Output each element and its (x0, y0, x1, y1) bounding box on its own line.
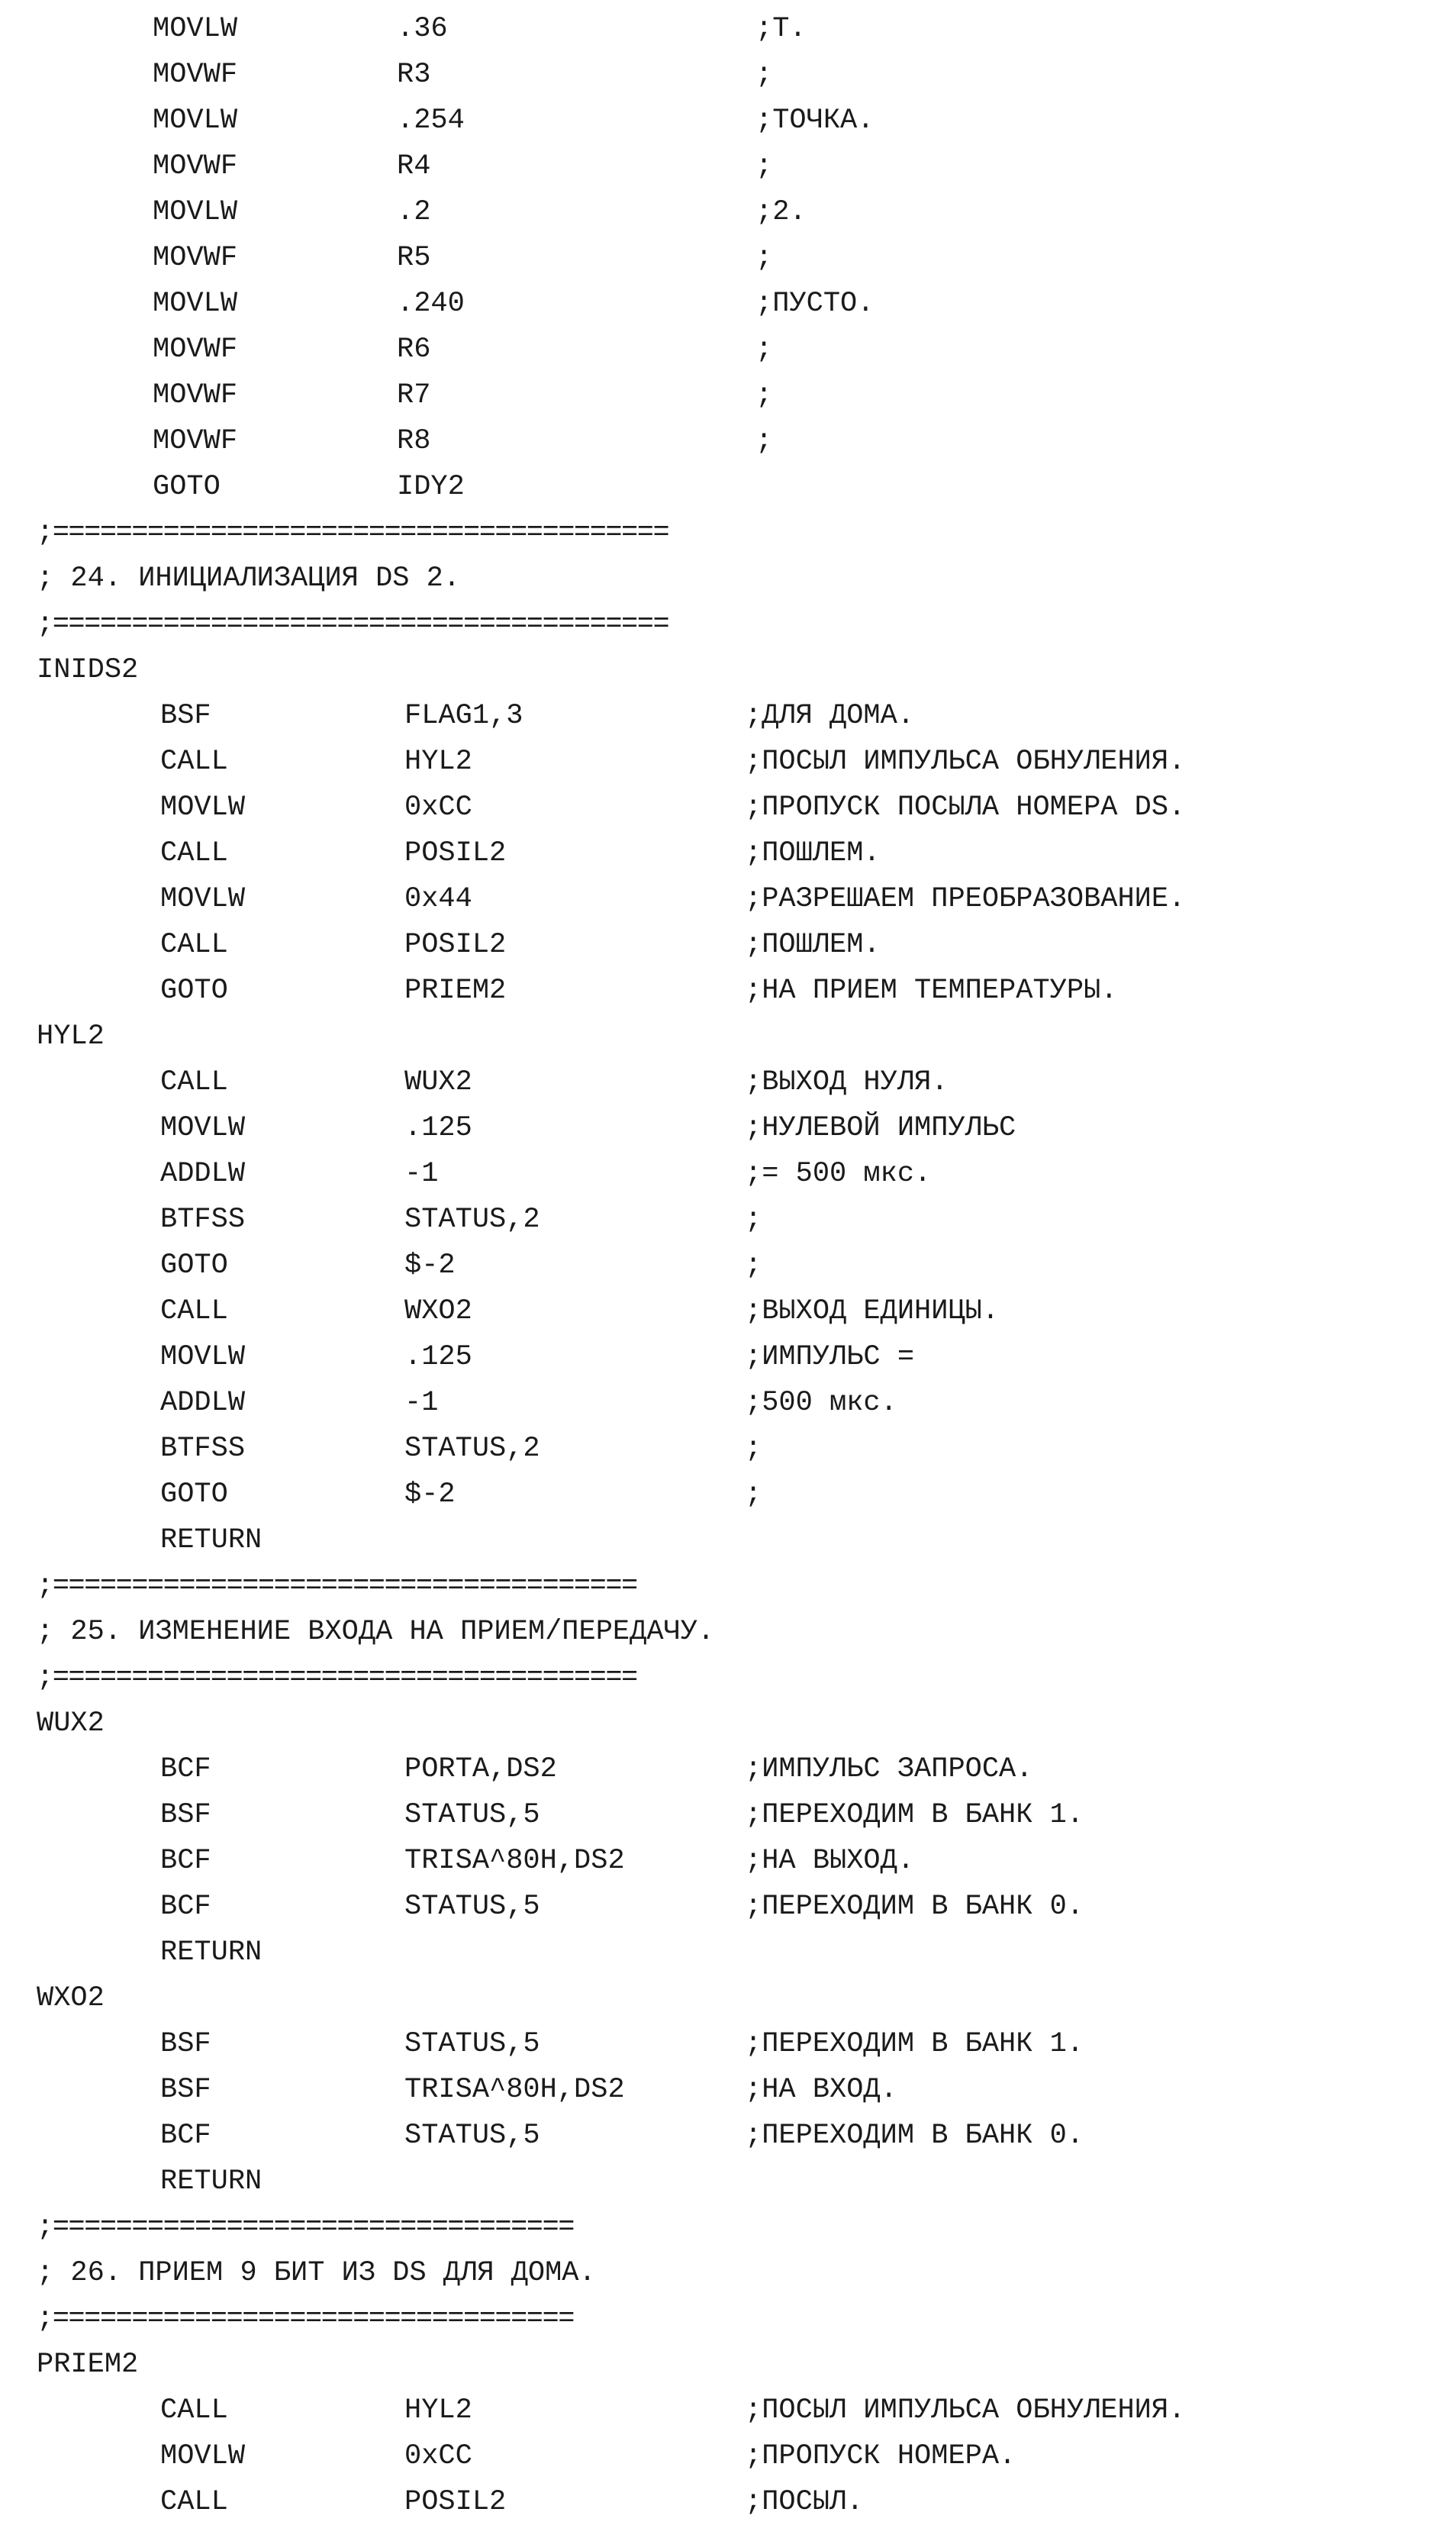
code-line (0, 418, 1456, 464)
instruction-mnemonic: BTFSS (160, 1204, 246, 1236)
instruction-operand: PORTA,DS2 (404, 1753, 557, 1785)
instruction-mnemonic: CALL (160, 746, 228, 778)
instruction-operand: -1 (404, 1387, 439, 1419)
instruction-mnemonic: MOVLW (153, 105, 238, 137)
code-comment: ;ПОСЫЛ. (745, 2486, 864, 2518)
instruction-operand: $-2 (404, 1250, 456, 1282)
instruction-mnemonic: MOVLW (160, 883, 246, 915)
instruction-operand: TRISA^80H,DS2 (404, 1845, 625, 1877)
code-line (0, 1792, 1456, 1838)
instruction-mnemonic: MOVWF (153, 425, 238, 457)
instruction-operand: POSIL2 (404, 837, 507, 869)
instruction-operand: TRISA^80H,DS2 (404, 2074, 625, 2106)
instruction-mnemonic: CALL (160, 929, 228, 961)
label-line (0, 2342, 1456, 2388)
instruction-mnemonic: MOVLW (153, 288, 238, 320)
instruction-mnemonic: MOVLW (153, 196, 238, 228)
section-separator-line (0, 2204, 1456, 2250)
instruction-operand: R3 (397, 59, 431, 91)
instruction-operand: 0xCC (404, 2440, 472, 2472)
instruction-mnemonic: MOVWF (153, 59, 238, 91)
section-title: ; 26. ПРИЕМ 9 БИТ ИЗ DS ДЛЯ ДОМА. (37, 2257, 596, 2289)
code-comment: ; (755, 242, 773, 274)
code-comment: ;ПЕРЕХОДИМ В БАНК 0. (745, 1891, 1084, 1923)
instruction-operand: $-2 (404, 1479, 456, 1511)
code-line (0, 98, 1456, 144)
instruction-mnemonic: MOVLW (160, 2440, 246, 2472)
code-line (0, 1334, 1456, 1380)
instruction-mnemonic: GOTO (160, 1479, 228, 1511)
instruction-operand: WUX2 (404, 1066, 472, 1098)
label-line (0, 1701, 1456, 1746)
instruction-operand: HYL2 (404, 746, 472, 778)
separator-rule: ;================================= (37, 2211, 574, 2243)
instruction-operand: FLAG1,3 (404, 700, 523, 732)
section-separator-line (0, 2296, 1456, 2342)
instruction-operand: STATUS,5 (404, 1799, 540, 1831)
code-line (0, 739, 1456, 785)
code-label: PRIEM2 (37, 2349, 139, 2381)
separator-rule: ;======================================= (37, 608, 669, 640)
instruction-mnemonic: BCF (160, 1753, 211, 1785)
instruction-operand: .254 (397, 105, 465, 137)
code-line (0, 52, 1456, 98)
code-line (0, 1838, 1456, 1884)
code-label: INIDS2 (37, 654, 139, 686)
code-line (0, 1746, 1456, 1792)
code-comment: ;ПЕРЕХОДИМ В БАНК 1. (745, 2028, 1084, 2060)
code-line (0, 1243, 1456, 1288)
instruction-operand: R5 (397, 242, 431, 274)
section-separator-line (0, 601, 1456, 647)
code-line (0, 2159, 1456, 2204)
code-comment: ;ДЛЯ ДОМА. (745, 700, 915, 732)
instruction-mnemonic: BTFSS (160, 1433, 246, 1465)
code-line (0, 189, 1456, 235)
instruction-operand: -1 (404, 1158, 439, 1190)
code-line (0, 968, 1456, 1014)
instruction-operand: 0x44 (404, 883, 472, 915)
code-line (0, 2433, 1456, 2479)
code-line (0, 876, 1456, 922)
instruction-mnemonic: BSF (160, 2074, 211, 2106)
code-comment: ;РАЗРЕШАЕМ ПРЕОБРАЗОВАНИЕ. (745, 883, 1186, 915)
instruction-mnemonic: BCF (160, 1845, 211, 1877)
code-label: WXO2 (37, 1982, 105, 2014)
code-comment: ;500 мкс. (745, 1387, 897, 1419)
instruction-mnemonic: MOVLW (160, 1341, 246, 1373)
code-line (0, 1197, 1456, 1243)
label-line (0, 1014, 1456, 1059)
instruction-mnemonic: RETURN (160, 1936, 263, 1969)
instruction-operand: STATUS,5 (404, 2120, 540, 2152)
instruction-mnemonic: RETURN (160, 1524, 263, 1556)
instruction-operand: R7 (397, 379, 431, 411)
instruction-operand: .2 (397, 196, 431, 228)
code-comment: ; (755, 150, 773, 182)
section-separator-line (0, 510, 1456, 556)
code-comment: ;ПЕРЕХОДИМ В БАНК 1. (745, 1799, 1084, 1831)
section-title: ; 25. ИЗМЕНЕНИЕ ВХОДА НА ПРИЕМ/ПЕРЕДАЧУ. (37, 1616, 715, 1648)
code-comment: ; (755, 59, 773, 91)
instruction-mnemonic: BCF (160, 1891, 211, 1923)
code-comment: ;ВЫХОД НУЛЯ. (745, 1066, 949, 1098)
code-comment: ;Т. (755, 13, 807, 45)
instruction-operand: POSIL2 (404, 2486, 507, 2518)
code-comment: ;ИМПУЛЬС ЗАПРОСА. (745, 1753, 1033, 1785)
instruction-mnemonic: CALL (160, 837, 228, 869)
code-line (0, 1426, 1456, 1472)
instruction-operand: PRIEM2 (404, 975, 507, 1007)
instruction-operand: R4 (397, 150, 431, 182)
instruction-mnemonic: MOVWF (153, 150, 238, 182)
code-comment: ;НА ВЫХОД. (745, 1845, 915, 1877)
code-comment: ;ПРОПУСК НОМЕРА. (745, 2440, 1016, 2472)
instruction-mnemonic: MOVLW (153, 13, 238, 45)
instruction-operand: STATUS,5 (404, 1891, 540, 1923)
separator-rule: ;===================================== (37, 1570, 637, 1602)
code-line (0, 2479, 1456, 2525)
section-heading (0, 556, 1456, 601)
code-comment: ;НА ПРИЕМ ТЕМПЕРАТУРЫ. (745, 975, 1118, 1007)
instruction-mnemonic: BSF (160, 2028, 211, 2060)
code-comment: ;ПЕРЕХОДИМ В БАНК 0. (745, 2120, 1084, 2152)
instruction-operand: IDY2 (397, 471, 465, 503)
code-line (0, 1288, 1456, 1334)
code-comment: ;НУЛЕВОЙ ИМПУЛЬС (745, 1112, 1016, 1144)
code-line (0, 785, 1456, 830)
code-comment: ;ПОШЛЕМ. (745, 837, 881, 869)
code-line (0, 2067, 1456, 2113)
code-comment: ;ТОЧКА. (755, 105, 875, 137)
label-line (0, 647, 1456, 693)
code-line (0, 1884, 1456, 1930)
instruction-mnemonic: CALL (160, 1295, 228, 1327)
code-comment: ; (745, 1204, 762, 1236)
instruction-operand: R6 (397, 334, 431, 366)
code-comment: ;ПРОПУСК ПОСЫЛА НОМЕРА DS. (745, 792, 1186, 824)
code-comment: ;ИМПУЛЬС = (745, 1341, 915, 1373)
label-line (0, 1975, 1456, 2021)
section-separator-line (0, 1655, 1456, 1701)
instruction-mnemonic: RETURN (160, 2165, 263, 2198)
code-comment: ; (745, 1433, 762, 1465)
code-comment: ; (745, 1250, 762, 1282)
section-heading (0, 1609, 1456, 1655)
code-line (0, 1380, 1456, 1426)
code-comment: ; (745, 1479, 762, 1511)
code-comment: ;ВЫХОД ЕДИНИЦЫ. (745, 1295, 1000, 1327)
code-line (0, 2388, 1456, 2433)
instruction-mnemonic: MOVWF (153, 242, 238, 274)
instruction-mnemonic: MOVWF (153, 379, 238, 411)
instruction-operand: 0xCC (404, 792, 472, 824)
instruction-operand: .125 (404, 1341, 472, 1373)
instruction-mnemonic: MOVLW (160, 792, 246, 824)
instruction-operand: .240 (397, 288, 465, 320)
instruction-mnemonic: BCF (160, 2120, 211, 2152)
instruction-operand: STATUS,2 (404, 1204, 540, 1236)
code-line (0, 1930, 1456, 1975)
instruction-operand: .125 (404, 1112, 472, 1144)
section-heading (0, 2250, 1456, 2296)
code-line (0, 281, 1456, 327)
instruction-operand: R8 (397, 425, 431, 457)
instruction-mnemonic: MOVLW (160, 1112, 246, 1144)
instruction-mnemonic: BSF (160, 1799, 211, 1831)
instruction-mnemonic: BSF (160, 700, 211, 732)
code-comment: ;= 500 мкс. (745, 1158, 932, 1190)
separator-rule: ;======================================= (37, 517, 669, 549)
code-line (0, 6, 1456, 52)
instruction-operand: POSIL2 (404, 929, 507, 961)
code-comment: ; (755, 379, 773, 411)
code-line (0, 1105, 1456, 1151)
instruction-mnemonic: GOTO (160, 975, 228, 1007)
instruction-operand: STATUS,2 (404, 1433, 540, 1465)
code-line (0, 693, 1456, 739)
code-line (0, 1151, 1456, 1197)
instruction-operand: WXO2 (404, 1295, 472, 1327)
separator-rule: ;===================================== (37, 1662, 637, 1694)
code-line (0, 830, 1456, 876)
code-line (0, 922, 1456, 968)
instruction-mnemonic: CALL (160, 2486, 228, 2518)
code-line (0, 2021, 1456, 2067)
code-line (0, 2113, 1456, 2159)
code-line (0, 1059, 1456, 1105)
code-comment: ; (755, 334, 773, 366)
code-label: WUX2 (37, 1708, 105, 1740)
code-line (0, 235, 1456, 281)
instruction-mnemonic: ADDLW (160, 1387, 246, 1419)
instruction-mnemonic: MOVWF (153, 334, 238, 366)
separator-rule: ;================================= (37, 2303, 574, 2335)
code-comment: ;ПОШЛЕМ. (745, 929, 881, 961)
code-comment: ;ПУСТО. (755, 288, 875, 320)
instruction-mnemonic: GOTO (160, 1250, 228, 1282)
instruction-mnemonic: GOTO (153, 471, 221, 503)
instruction-mnemonic: CALL (160, 2394, 228, 2427)
code-line (0, 1517, 1456, 1563)
code-line (0, 464, 1456, 510)
code-label: HYL2 (37, 1021, 105, 1053)
instruction-mnemonic: ADDLW (160, 1158, 246, 1190)
section-separator-line (0, 1563, 1456, 1609)
instruction-operand: STATUS,5 (404, 2028, 540, 2060)
code-comment: ;2. (755, 196, 807, 228)
code-comment: ;ПОСЫЛ ИМПУЛЬСА ОБНУЛЕНИЯ. (745, 2394, 1186, 2427)
code-comment: ; (755, 425, 773, 457)
section-title: ; 24. ИНИЦИАЛИЗАЦИЯ DS 2. (37, 563, 461, 595)
code-comment: ;ПОСЫЛ ИМПУЛЬСА ОБНУЛЕНИЯ. (745, 746, 1186, 778)
code-line (0, 1472, 1456, 1517)
code-line (0, 327, 1456, 372)
instruction-operand: HYL2 (404, 2394, 472, 2427)
code-line (0, 372, 1456, 418)
instruction-operand: .36 (397, 13, 448, 45)
instruction-mnemonic: CALL (160, 1066, 228, 1098)
code-comment: ;НА ВХОД. (745, 2074, 897, 2106)
code-line (0, 144, 1456, 189)
